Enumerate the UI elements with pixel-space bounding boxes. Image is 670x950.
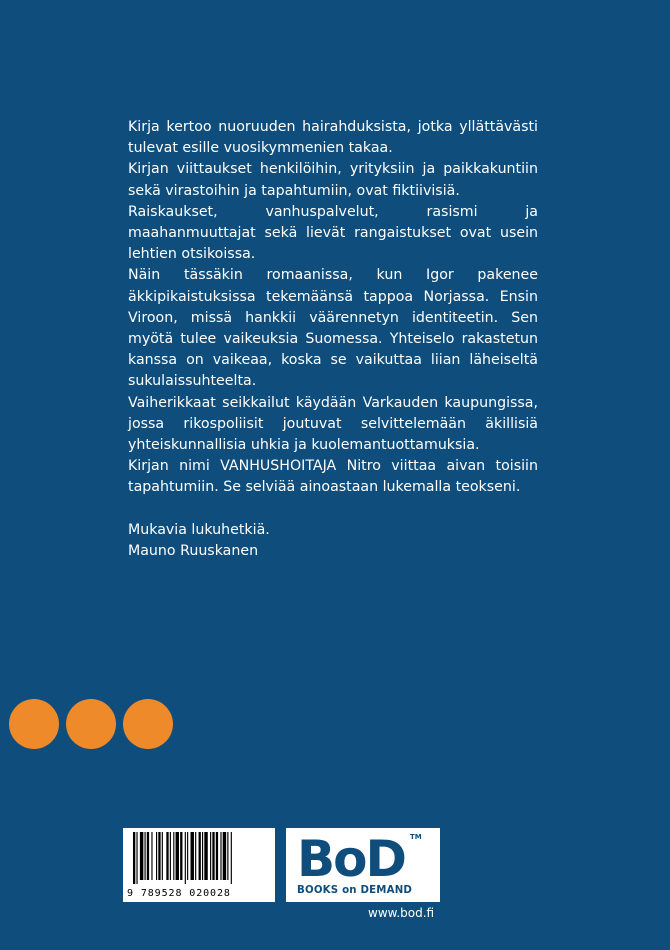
barcode-bar xyxy=(195,832,196,880)
author-name: Mauno Ruuskanen xyxy=(128,542,259,559)
barcode-bar xyxy=(187,832,188,880)
barcode-bar xyxy=(231,832,232,884)
barcode-bar xyxy=(145,832,146,880)
isbn-barcode xyxy=(123,828,275,902)
orange-dot xyxy=(66,699,116,749)
isbn-number: 9 789528 020028 xyxy=(127,888,231,899)
barcode-bar xyxy=(170,832,171,880)
orange-dot xyxy=(9,699,59,749)
blurb-paragraph: Näin tässäkin romaanissa, kun Igor pakenee äkkipikaistuksissa tekemäänsä tappoa Norjassa. Ensin Viroon, missä hankkii väärennetyn identiteetin. Sen myötä tulee vaikeuksia Suomessa. Yhteiselo rakastetun kanssa on vaikeaa, koska se vaikuttaa liian läheiseltä sukulaissuhteelta. xyxy=(128,267,538,390)
closing-line: Mukavia lukuhetkiä. xyxy=(128,521,270,538)
barcode-bar xyxy=(180,832,182,880)
barcode-bar xyxy=(223,832,226,880)
barcode-bar xyxy=(204,832,207,880)
barcode-bar xyxy=(185,832,186,884)
barcode-bar xyxy=(212,832,214,880)
barcode-bar xyxy=(133,832,135,884)
publisher-website: www.bod.fi xyxy=(368,906,435,920)
barcode-bar xyxy=(140,832,143,880)
barcode-bar xyxy=(156,832,157,880)
barcode-bars xyxy=(127,832,271,884)
publisher-tagline: BOOKS on DEMAND xyxy=(297,885,413,896)
publisher-logo xyxy=(286,828,440,902)
barcode-bar xyxy=(162,832,163,880)
blurb-text xyxy=(128,117,538,562)
barcode-bar xyxy=(210,832,211,880)
barcode-bar xyxy=(191,832,194,880)
orange-dot xyxy=(123,699,173,749)
barcode-bar xyxy=(151,832,152,880)
barcode-bar xyxy=(227,832,228,880)
barcode-bar xyxy=(136,832,137,884)
spacer xyxy=(128,499,538,520)
blurb-paragraph: Vaiherikkaat seikkailut käydään Varkauden kaupungissa, jossa rikospoliisit joutuvat selvittelemään äkillisiä yhteiskunnallisia uhkia ja kuolemantuottamuksia. xyxy=(128,394,538,454)
blurb-paragraph: Kirja kertoo nuoruuden hairahduksista, jotka yllättävästi tulevat esille vuosikymmenien takaa. xyxy=(128,119,538,157)
blurb-paragraph: Kirjan viittaukset henkilöihin, yrityksiin ja paikkakuntiin sekä virastoihin ja tapahtumiin, ovat fiktiivisiä. xyxy=(128,161,538,199)
barcode-bar xyxy=(166,832,168,880)
trademark-mark: TM xyxy=(410,833,422,841)
barcode-bar xyxy=(176,832,179,880)
barcode-bar xyxy=(216,832,218,880)
bod-wordmark: BoD xyxy=(297,830,405,888)
barcode-bar xyxy=(173,832,174,880)
barcode-bar xyxy=(158,832,160,880)
blurb-paragraph: Kirjan nimi VANHUSHOITAJA Nitro viittaa aivan toisiin tapahtumiin. Se selviää ainoastaan lukemalla teokseni. xyxy=(128,458,538,496)
barcode-bar xyxy=(147,832,149,880)
barcode-bar xyxy=(220,832,221,880)
barcode-bar xyxy=(202,832,203,880)
blurb-paragraph: Raiskaukset, vanhuspalvelut, rasismi ja maahanmuuttajat sekä lievät rangaistukset ovat usein lehtien otsikoissa. xyxy=(128,203,538,263)
barcode-bar xyxy=(199,832,201,880)
